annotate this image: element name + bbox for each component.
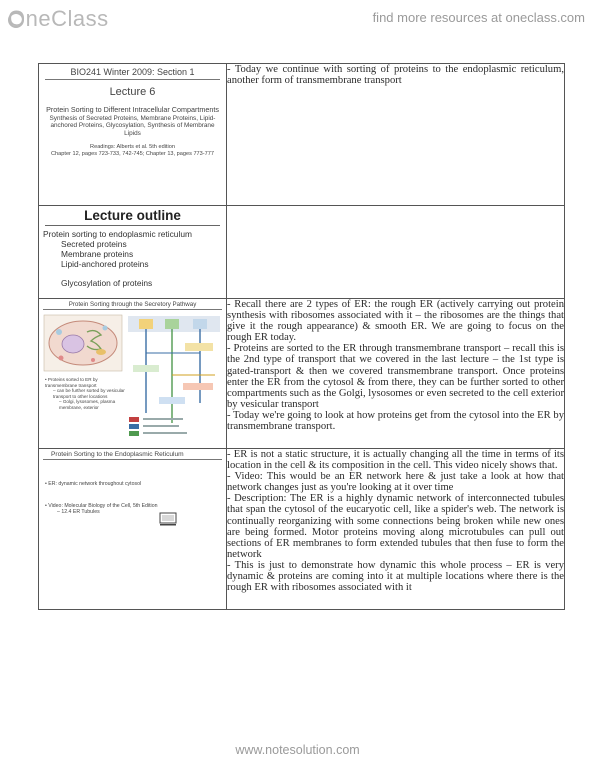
footer-link[interactable]: www.notesolution.com xyxy=(235,743,360,757)
divider xyxy=(45,225,220,226)
note-paragraph: - This is just to demonstrate how dynamic this whole process – ER is very dynamic & proteins are coming into it at multiple locations where there is the rough ER with ribosomes associated with it xyxy=(227,559,564,594)
page-header xyxy=(0,0,595,36)
outline-item: Protein sorting to endoplasmic reticulum xyxy=(43,229,192,239)
note-paragraph: - Today we're going to look at how proteins get from the cytosol into the ER by transmembrane transport. xyxy=(227,409,564,433)
bullet-item: • ER: dynamic network throughout cytosol xyxy=(45,481,142,487)
lecture-number: Lecture 6 xyxy=(109,86,156,98)
slide-heading: Protein Sorting through the Secretory Pathway xyxy=(68,301,197,308)
table-row xyxy=(39,64,565,206)
logo-text: OneClass xyxy=(8,6,109,31)
bullet-item: • Proteins sorted to ER by transmembrane transport xyxy=(45,377,98,388)
pathway-diagram-image xyxy=(125,313,223,445)
er-sorting-slide xyxy=(39,449,226,609)
notes-cell xyxy=(227,449,565,610)
slide-cell xyxy=(39,449,227,610)
outline-slide xyxy=(39,206,226,298)
bullet-text: Video: Molecular Biology of the Cell, 5th Edition xyxy=(48,503,158,509)
cell-diagram-image xyxy=(43,314,123,372)
table-row xyxy=(39,449,565,610)
bullet-subitem: – Golgi, lysosomes, plasma membrane, exterior xyxy=(59,399,116,410)
notes-cell xyxy=(227,299,565,449)
bullet-text: Golgi, lysosomes, plasma membrane, exterior xyxy=(59,399,116,410)
outline-subitem: Glycosylation of proteins xyxy=(61,278,153,288)
slide-heading: Protein Sorting to the Endoplasmic Reticulum xyxy=(51,451,184,458)
video-icon[interactable] xyxy=(159,512,177,526)
lecture-notes-table xyxy=(38,63,565,610)
slide-title: Protein Sorting to Different Intracellular Compartments xyxy=(46,105,219,114)
course-line: BIO241 Winter 2009: Section 1 xyxy=(70,67,195,77)
slide-subtitle: Synthesis of Secreted Proteins, Membrane Proteins, Lipid-anchored Proteins, Glycosylation, Synthesis of Membrane Lipids xyxy=(49,114,216,137)
oneclass-logo[interactable] xyxy=(8,6,109,32)
note-paragraph: - ER is not a static structure, it is actually changing all the time in terms of its location in the cell & its composition in the cell. This video nicely shows that. xyxy=(227,449,564,472)
divider xyxy=(43,309,222,310)
note-paragraph: - Proteins are sorted to the ER through transmembrane transport – recall this is the 2nd type of transport that we covered in the last lecture – the 1st type is gated-transport & then we covered transmembrane transport. Once proteins enter the ER from the cytosol & from there, they can be further sorted to other compartments such as the Golgi, lysosomes or even secreted to the cell exterior by vesicular transport xyxy=(227,343,564,410)
bullet-text: ER: dynamic network throughout cytosol xyxy=(48,481,142,487)
slide-cell xyxy=(39,64,227,206)
outline-subitem: Secreted proteins xyxy=(61,239,127,249)
table-row xyxy=(39,299,565,449)
notes-cell xyxy=(227,206,565,299)
secretory-pathway-slide xyxy=(39,299,226,448)
slide-cell xyxy=(39,299,227,449)
bullet-text: Proteins sorted to ER by transmembrane transport xyxy=(45,377,98,388)
divider xyxy=(43,459,222,460)
resources-link[interactable]: find more resources at oneclass.com xyxy=(372,10,585,25)
note-paragraph: - Description: The ER is a highly dynamic network of interconnected tubules that span the cytosol of the eucaryotic cell, like a spider's web. The network is continually reorganizing with some connections being broken while new ones are being formed. Motor proteins moving along microtubules can pull out sections of ER membranes to form extended tubules that then fuse to form the network xyxy=(227,493,564,560)
note-paragraph: - Recall there are 2 types of ER: the rough ER (actively carrying out protein synthesis with ribosomes associated with it – the ribosomes are the things that give it the rough appearance) & smooth ER. We are going to focus on the rough ER today. xyxy=(227,299,564,344)
title-slide xyxy=(39,64,226,205)
outline-subitem: Lipid-anchored proteins xyxy=(61,259,149,269)
bullet-text: 12.4 ER Tubules xyxy=(61,509,100,516)
slide-heading: Lecture outline xyxy=(84,208,181,223)
bullet-subitem: – can be further sorted by vesicular transport to other locations xyxy=(53,388,125,399)
slide-bullets xyxy=(45,377,125,411)
slide-cell xyxy=(39,206,227,299)
note-paragraph: - Today we continue with sorting of proteins to the endoplasmic reticulum, another form of transmembrane transport xyxy=(227,64,564,87)
note-paragraph: - Video: This would be an ER network here & just take a look at how that network changes just as you're looking at it over time xyxy=(227,471,564,494)
reading-line: Readings: Alberts et al. 5th edition xyxy=(90,144,175,151)
bullet-text: can be further sorted by vesicular transport to other locations xyxy=(53,388,125,399)
outline-subitem: Membrane proteins xyxy=(61,249,134,259)
notes-cell xyxy=(227,64,565,206)
bullet-item: • Video: Molecular Biology of the Cell, 5th Edition – 12.4 ER Tubules xyxy=(45,503,158,516)
reading-pages: Chapter 12, pages 723-733, 742-745; Chapter 13, pages 773-777 xyxy=(51,150,214,157)
table-row xyxy=(39,206,565,299)
divider xyxy=(45,79,220,80)
